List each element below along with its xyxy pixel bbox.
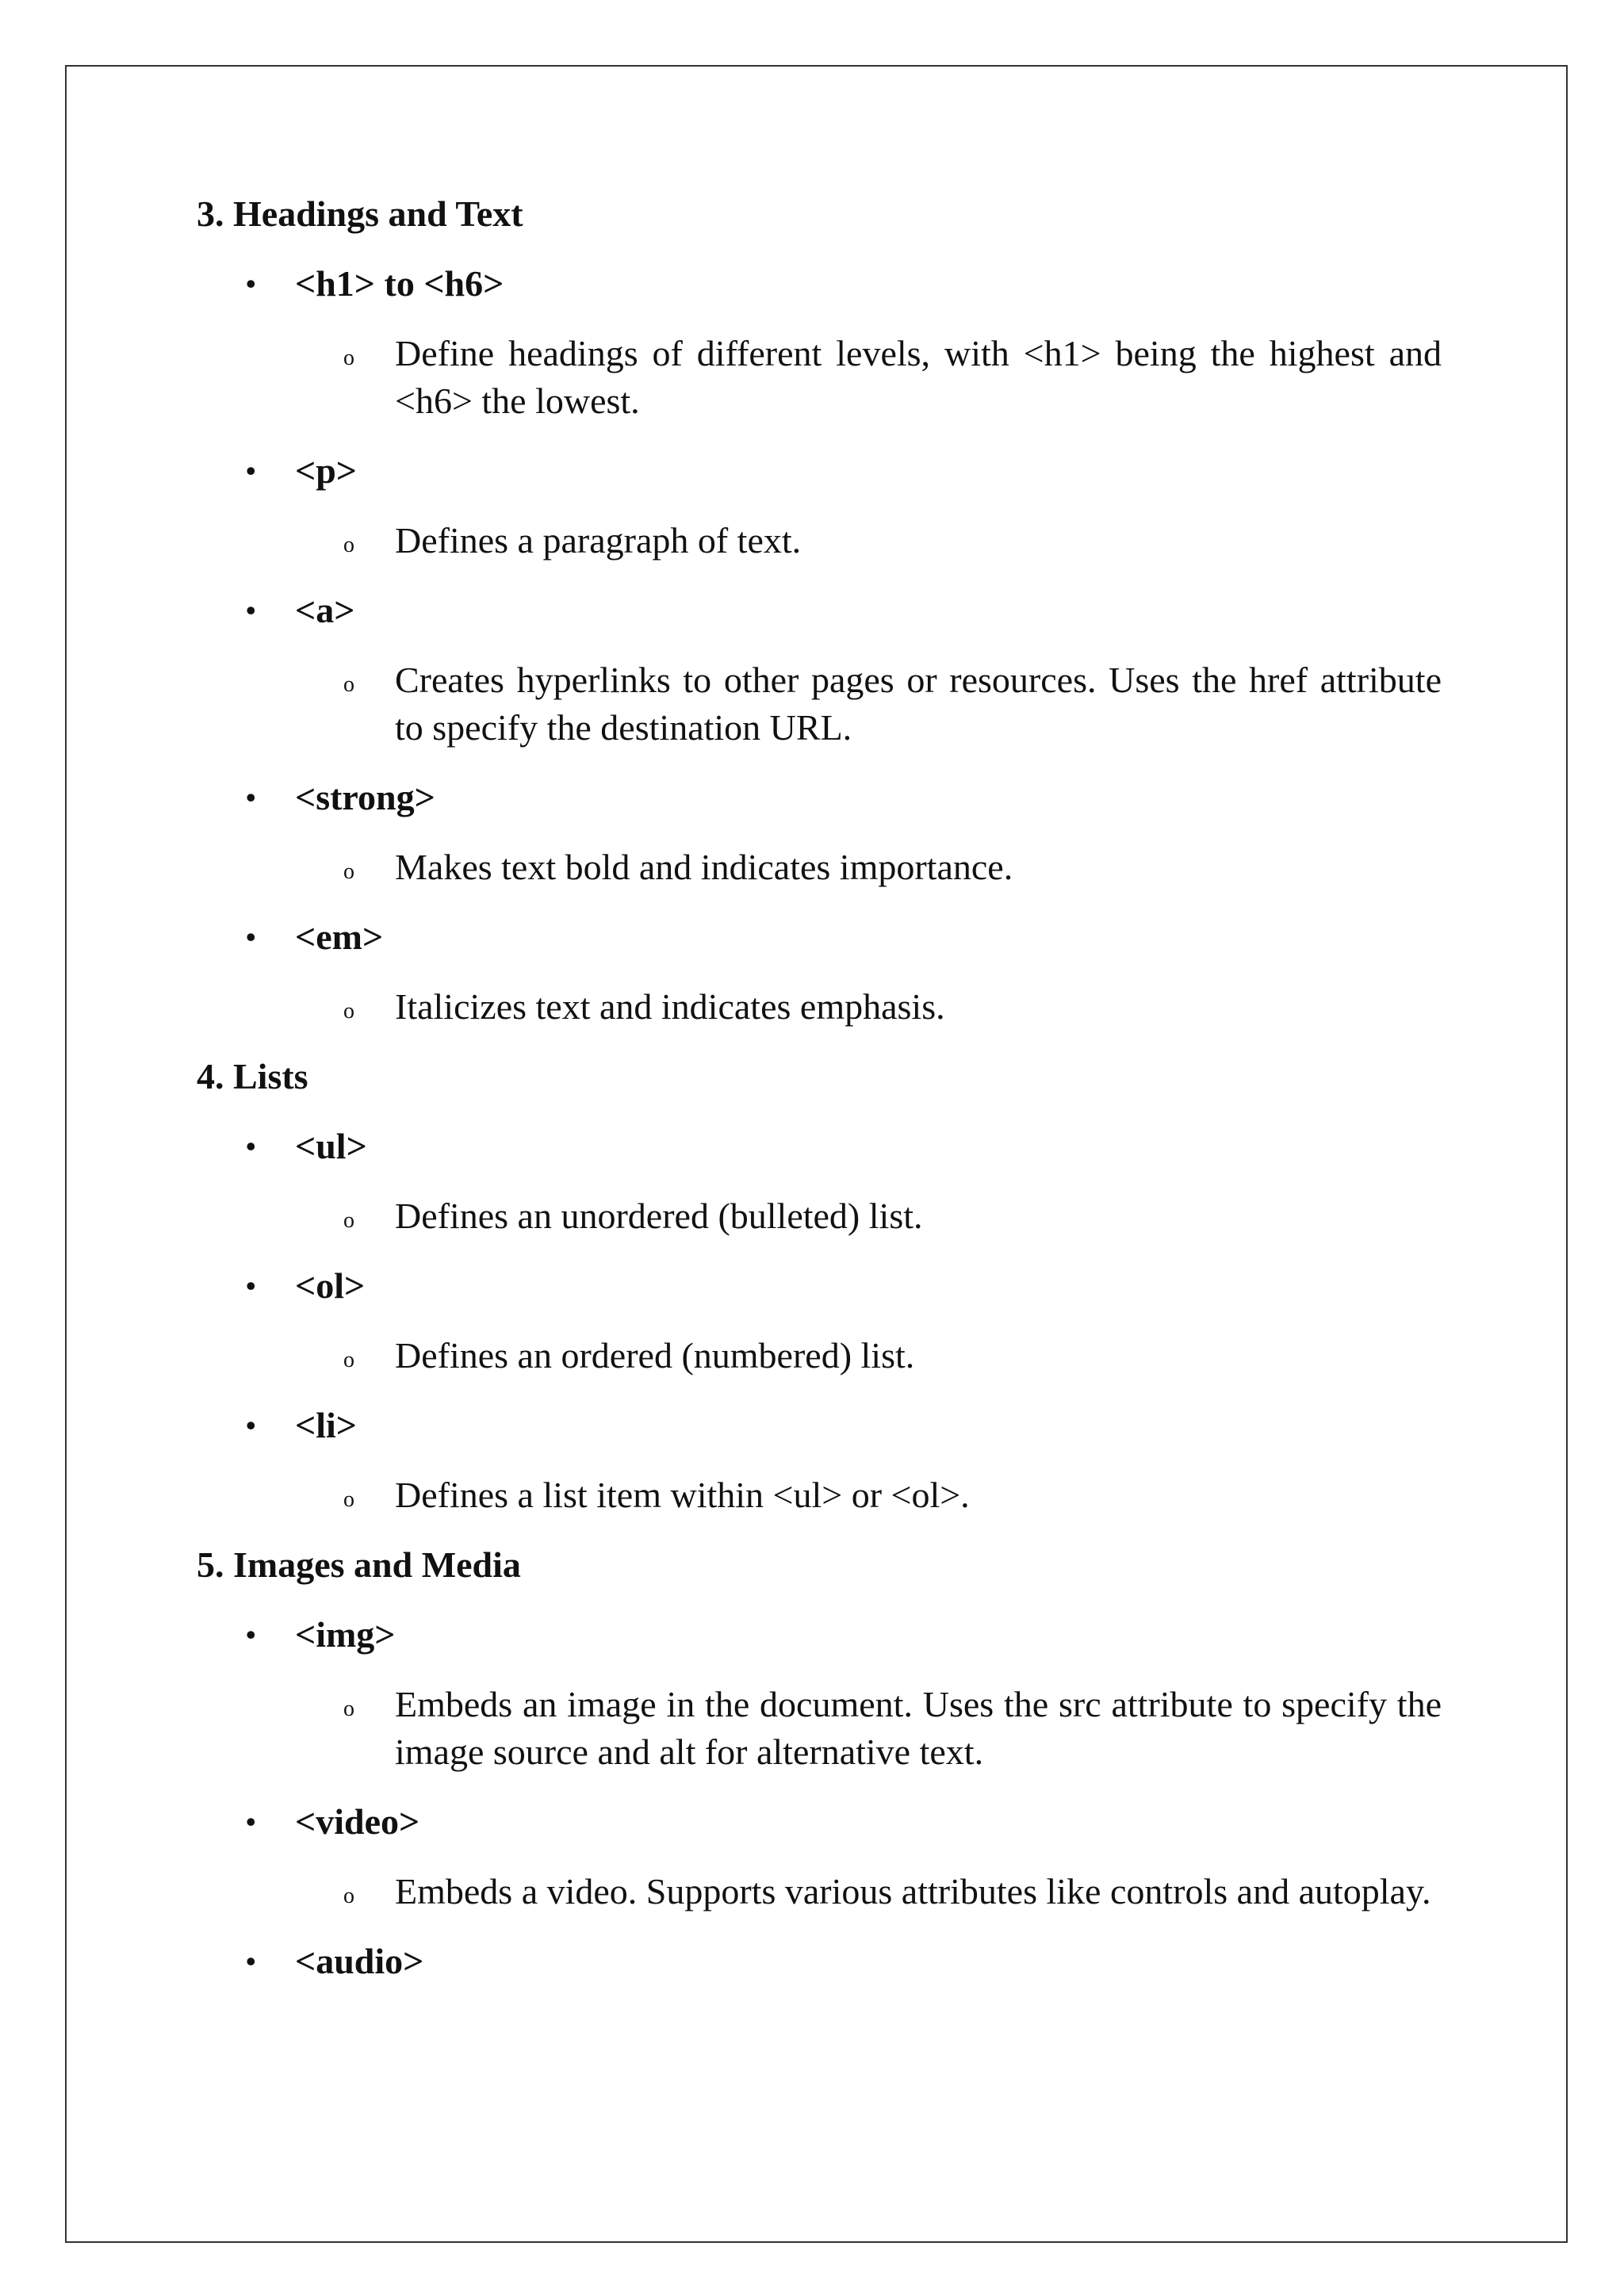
circle-bullet-icon: o — [343, 1697, 354, 1721]
description-text: Embeds a video. Supports various attributes like controls and autoplay. — [395, 1871, 1431, 1911]
tag-label: <ol> — [295, 1265, 366, 1306]
bullet-icon: • — [246, 1270, 256, 1302]
document-body — [197, 190, 1442, 2007]
list-item-description — [197, 1868, 1442, 1915]
section-heading: 4. Lists — [197, 1056, 308, 1096]
list-item-description — [197, 1471, 1442, 1519]
list-item-description — [197, 1192, 1442, 1240]
list-item-tag — [197, 260, 1442, 308]
list-item-description — [197, 517, 1442, 564]
tag-label: <a> — [295, 590, 355, 630]
description-text: Defines a list item within <ul> or <ol>. — [395, 1475, 970, 1515]
list-item-tag — [197, 1611, 1442, 1659]
bullet-icon: • — [246, 268, 256, 300]
bullet-icon: • — [246, 1410, 256, 1441]
circle-bullet-icon: o — [343, 1348, 354, 1372]
list-item-tag — [197, 447, 1442, 495]
circle-bullet-icon: o — [343, 999, 354, 1024]
list-item-tag — [197, 1262, 1442, 1310]
bullet-icon: • — [246, 1619, 256, 1651]
bullet-icon: • — [246, 782, 256, 813]
description-text: Defines an unordered (bulleted) list. — [395, 1196, 923, 1236]
bullet-icon: • — [246, 1946, 256, 1977]
circle-bullet-icon: o — [343, 672, 354, 697]
circle-bullet-icon: o — [343, 859, 354, 884]
tag-label: <audio> — [295, 1941, 424, 1981]
description-text: Defines an ordered (numbered) list. — [395, 1335, 915, 1376]
list-item-tag — [197, 1938, 1442, 1985]
description-text: Creates hyperlinks to other pages or resources. Uses the href attribute to specify the destination URL. — [395, 660, 1442, 748]
tag-label: <ul> — [295, 1126, 367, 1166]
description-text: Defines a paragraph of text. — [395, 520, 802, 561]
circle-bullet-icon: o — [343, 533, 354, 557]
description-text: Italicizes text and indicates emphasis. — [395, 986, 945, 1027]
circle-bullet-icon: o — [343, 346, 354, 370]
circle-bullet-icon: o — [343, 1884, 354, 1908]
list-item-tag — [197, 1798, 1442, 1846]
circle-bullet-icon: o — [343, 1487, 354, 1512]
tag-label: <strong> — [295, 777, 435, 817]
tag-label: <img> — [295, 1614, 396, 1655]
bullet-icon: • — [246, 921, 256, 953]
tag-label: <h1> to <h6> — [295, 263, 504, 304]
list-item-description — [197, 1332, 1442, 1380]
bullet-icon: • — [246, 455, 256, 487]
list-item-tag — [197, 587, 1442, 634]
bullet-icon: • — [246, 595, 256, 626]
list-item-description — [197, 983, 1442, 1031]
list-item-description — [197, 844, 1442, 891]
tag-label: <p> — [295, 450, 358, 491]
bullet-icon: • — [246, 1806, 256, 1838]
section-heading: 3. Headings and Text — [197, 193, 523, 234]
list-item-description — [197, 656, 1442, 752]
description-text: Embeds an image in the document. Uses the src attribute to specify the image source and alt for alternative text. — [395, 1684, 1442, 1772]
list-item-tag — [197, 774, 1442, 821]
list-item-description — [197, 330, 1442, 425]
list-item-tag — [197, 1123, 1442, 1170]
description-text: Makes text bold and indicates importance. — [395, 847, 1013, 887]
tag-label: <li> — [295, 1405, 357, 1445]
section-heading: 5. Images and Media — [197, 1544, 521, 1585]
tag-label: <video> — [295, 1801, 420, 1842]
list-item-tag — [197, 1402, 1442, 1449]
bullet-icon: • — [246, 1131, 256, 1162]
list-item-tag — [197, 913, 1442, 961]
list-item-description — [197, 1681, 1442, 1776]
tag-label: <em> — [295, 916, 384, 957]
circle-bullet-icon: o — [343, 1208, 354, 1233]
description-text: Define headings of different levels, with <h1> being the highest and <h6> the lowest. — [395, 333, 1442, 421]
